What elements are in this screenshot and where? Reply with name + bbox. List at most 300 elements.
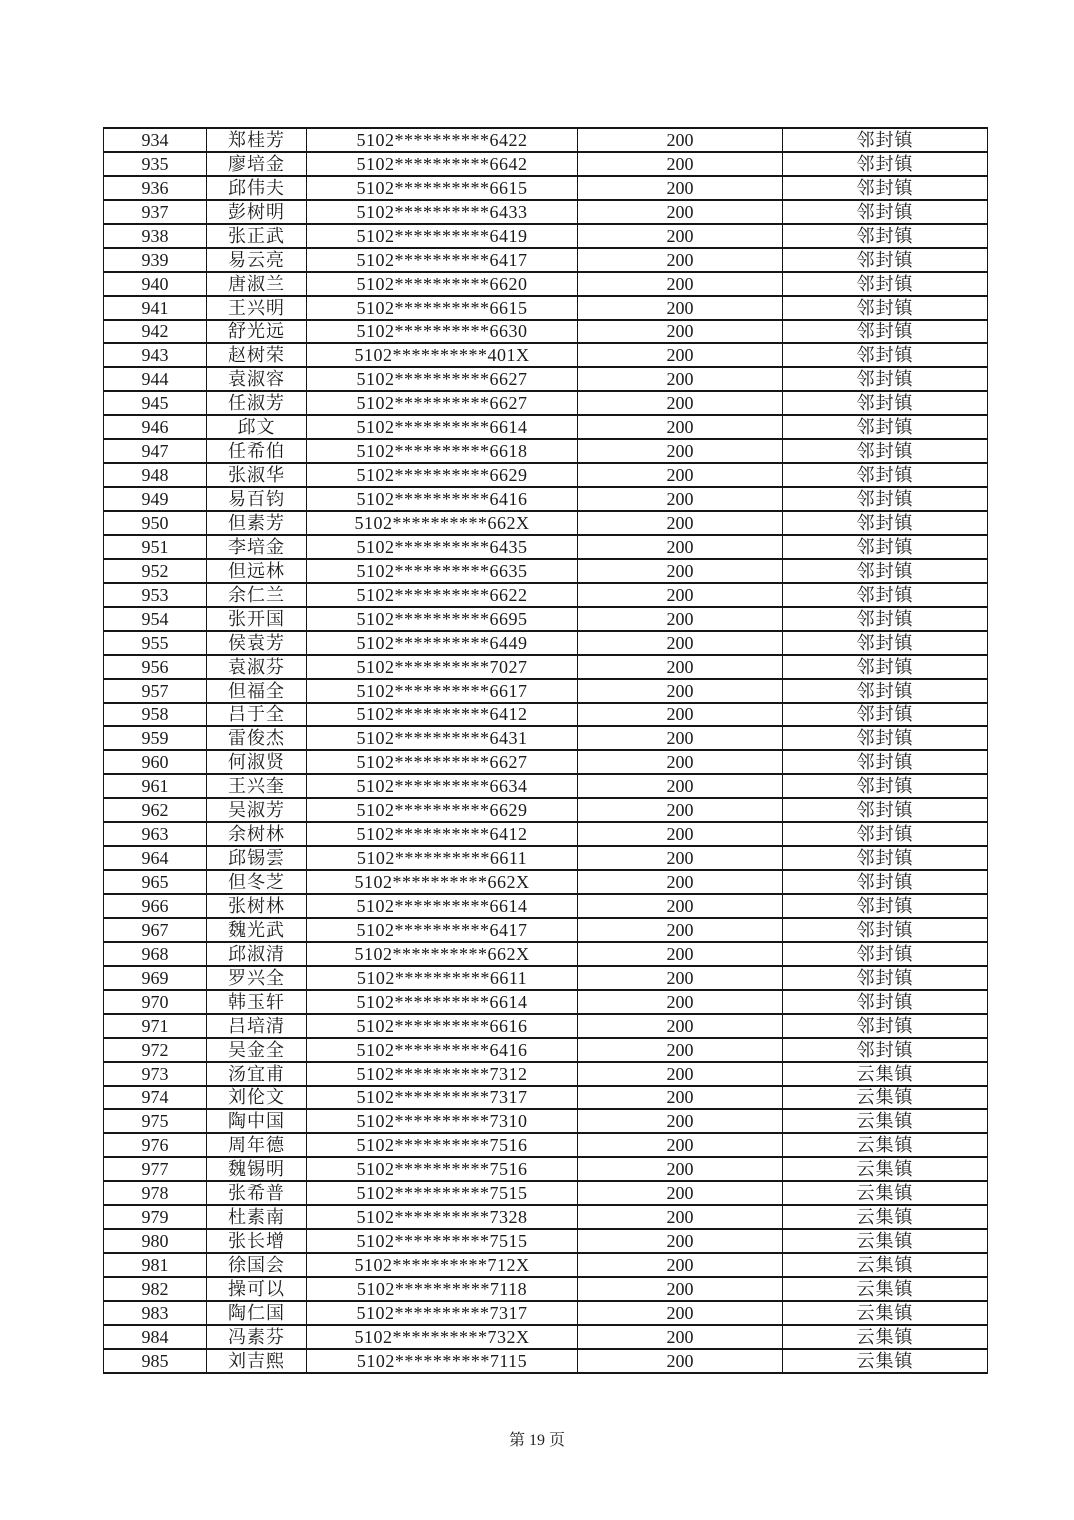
cell-town: 云集镇 <box>783 1325 988 1349</box>
cell-town: 云集镇 <box>783 1301 988 1325</box>
cell-index: 981 <box>104 1253 207 1277</box>
cell-id-number: 5102**********7317 <box>307 1301 578 1325</box>
table-row <box>104 559 988 583</box>
cell-index: 942 <box>104 320 207 344</box>
cell-name: 易云亮 <box>207 248 307 272</box>
cell-amount: 200 <box>578 1062 783 1086</box>
cell-id-number: 5102**********6630 <box>307 320 578 344</box>
table-row <box>104 607 988 631</box>
cell-name: 陶仁国 <box>207 1301 307 1325</box>
cell-amount: 200 <box>578 415 783 439</box>
cell-town: 云集镇 <box>783 1181 988 1205</box>
cell-amount: 200 <box>578 224 783 248</box>
cell-amount: 200 <box>578 320 783 344</box>
cell-name: 任淑芳 <box>207 391 307 415</box>
cell-index: 959 <box>104 726 207 750</box>
cell-amount: 200 <box>578 1133 783 1157</box>
cell-index: 965 <box>104 870 207 894</box>
cell-id-number: 5102**********6412 <box>307 703 578 727</box>
cell-id-number: 5102**********662X <box>307 870 578 894</box>
cell-index: 937 <box>104 200 207 224</box>
cell-index: 975 <box>104 1109 207 1133</box>
cell-index: 967 <box>104 918 207 942</box>
cell-name: 刘吉熙 <box>207 1349 307 1373</box>
cell-amount: 200 <box>578 846 783 870</box>
cell-amount: 200 <box>578 248 783 272</box>
cell-amount: 200 <box>578 583 783 607</box>
cell-id-number: 5102**********6422 <box>307 128 578 152</box>
cell-amount: 200 <box>578 463 783 487</box>
cell-id-number: 5102**********662X <box>307 942 578 966</box>
table-row <box>104 798 988 822</box>
cell-index: 943 <box>104 343 207 367</box>
table-row <box>104 415 988 439</box>
cell-name: 但远林 <box>207 559 307 583</box>
cell-name: 张开国 <box>207 607 307 631</box>
cell-town: 邻封镇 <box>783 822 988 846</box>
cell-town: 邻封镇 <box>783 391 988 415</box>
cell-index: 934 <box>104 128 207 152</box>
cell-town: 云集镇 <box>783 1133 988 1157</box>
cell-name: 邱锡雲 <box>207 846 307 870</box>
cell-id-number: 5102**********401X <box>307 343 578 367</box>
cell-id-number: 5102**********6618 <box>307 439 578 463</box>
cell-name: 张长增 <box>207 1229 307 1253</box>
table-row <box>104 966 988 990</box>
cell-index: 968 <box>104 942 207 966</box>
cell-amount: 200 <box>578 1253 783 1277</box>
cell-town: 邻封镇 <box>783 248 988 272</box>
cell-index: 961 <box>104 774 207 798</box>
cell-town: 云集镇 <box>783 1205 988 1229</box>
cell-amount: 200 <box>578 750 783 774</box>
cell-name: 张希普 <box>207 1181 307 1205</box>
cell-amount: 200 <box>578 176 783 200</box>
cell-amount: 200 <box>578 894 783 918</box>
cell-town: 邻封镇 <box>783 846 988 870</box>
cell-town: 云集镇 <box>783 1157 988 1181</box>
cell-name: 舒光远 <box>207 320 307 344</box>
cell-town: 邻封镇 <box>783 894 988 918</box>
cell-amount: 200 <box>578 1205 783 1229</box>
cell-index: 960 <box>104 750 207 774</box>
cell-town: 云集镇 <box>783 1109 988 1133</box>
cell-amount: 200 <box>578 1325 783 1349</box>
cell-amount: 200 <box>578 1038 783 1062</box>
cell-id-number: 5102**********6416 <box>307 1038 578 1062</box>
cell-id-number: 5102**********6629 <box>307 463 578 487</box>
table-row <box>104 846 988 870</box>
cell-index: 962 <box>104 798 207 822</box>
table-row <box>104 583 988 607</box>
cell-index: 950 <box>104 511 207 535</box>
cell-name: 汤宜甫 <box>207 1062 307 1086</box>
cell-index: 956 <box>104 655 207 679</box>
table-row <box>104 726 988 750</box>
cell-town: 邻封镇 <box>783 870 988 894</box>
table-row <box>104 320 988 344</box>
cell-id-number: 5102**********6416 <box>307 487 578 511</box>
cell-amount: 200 <box>578 607 783 631</box>
cell-amount: 200 <box>578 128 783 152</box>
cell-name: 廖培金 <box>207 152 307 176</box>
table-row <box>104 1325 988 1349</box>
cell-id-number: 5102**********7328 <box>307 1205 578 1229</box>
cell-town: 邻封镇 <box>783 487 988 511</box>
cell-id-number: 5102**********6614 <box>307 894 578 918</box>
payment-roster-table <box>103 127 988 1374</box>
cell-amount: 200 <box>578 990 783 1014</box>
cell-index: 951 <box>104 535 207 559</box>
cell-id-number: 5102**********6615 <box>307 176 578 200</box>
cell-index: 976 <box>104 1133 207 1157</box>
table-row <box>104 1086 988 1110</box>
table-row <box>104 1349 988 1373</box>
cell-town: 邻封镇 <box>783 774 988 798</box>
cell-id-number: 5102**********6634 <box>307 774 578 798</box>
cell-amount: 200 <box>578 367 783 391</box>
cell-id-number: 5102**********7115 <box>307 1349 578 1373</box>
cell-name: 何淑贤 <box>207 750 307 774</box>
cell-name: 袁淑芬 <box>207 655 307 679</box>
cell-town: 邻封镇 <box>783 942 988 966</box>
table-row <box>104 463 988 487</box>
cell-id-number: 5102**********6611 <box>307 846 578 870</box>
cell-town: 云集镇 <box>783 1277 988 1301</box>
cell-town: 邻封镇 <box>783 128 988 152</box>
cell-amount: 200 <box>578 391 783 415</box>
cell-name: 邱文 <box>207 415 307 439</box>
cell-index: 982 <box>104 1277 207 1301</box>
cell-id-number: 5102**********6449 <box>307 631 578 655</box>
cell-amount: 200 <box>578 1086 783 1110</box>
cell-name: 赵树荣 <box>207 343 307 367</box>
cell-amount: 200 <box>578 152 783 176</box>
cell-index: 984 <box>104 1325 207 1349</box>
cell-name: 吴金全 <box>207 1038 307 1062</box>
cell-name: 唐淑兰 <box>207 272 307 296</box>
cell-name: 韩玉轩 <box>207 990 307 1014</box>
cell-index: 978 <box>104 1181 207 1205</box>
cell-index: 944 <box>104 367 207 391</box>
cell-amount: 200 <box>578 439 783 463</box>
cell-town: 邻封镇 <box>783 559 988 583</box>
cell-index: 985 <box>104 1349 207 1373</box>
cell-index: 974 <box>104 1086 207 1110</box>
cell-town: 邻封镇 <box>783 439 988 463</box>
cell-town: 邻封镇 <box>783 798 988 822</box>
cell-index: 949 <box>104 487 207 511</box>
cell-amount: 200 <box>578 1349 783 1373</box>
cell-town: 邻封镇 <box>783 272 988 296</box>
table-row <box>104 1229 988 1253</box>
cell-town: 云集镇 <box>783 1062 988 1086</box>
cell-amount: 200 <box>578 1229 783 1253</box>
cell-id-number: 5102**********6627 <box>307 391 578 415</box>
cell-name: 侯袁芳 <box>207 631 307 655</box>
table-row <box>104 1205 988 1229</box>
cell-amount: 200 <box>578 942 783 966</box>
cell-name: 徐国会 <box>207 1253 307 1277</box>
cell-name: 魏光武 <box>207 918 307 942</box>
cell-town: 邻封镇 <box>783 320 988 344</box>
cell-name: 张淑华 <box>207 463 307 487</box>
cell-town: 邻封镇 <box>783 583 988 607</box>
cell-name: 任希伯 <box>207 439 307 463</box>
cell-name: 雷俊杰 <box>207 726 307 750</box>
cell-name: 易百钧 <box>207 487 307 511</box>
cell-amount: 200 <box>578 1301 783 1325</box>
table-row <box>104 822 988 846</box>
cell-name: 冯素芬 <box>207 1325 307 1349</box>
cell-id-number: 5102**********662X <box>307 511 578 535</box>
cell-name: 操可以 <box>207 1277 307 1301</box>
cell-id-number: 5102**********6622 <box>307 583 578 607</box>
cell-id-number: 5102**********6412 <box>307 822 578 846</box>
cell-index: 948 <box>104 463 207 487</box>
cell-index: 966 <box>104 894 207 918</box>
table-row <box>104 1301 988 1325</box>
cell-town: 邻封镇 <box>783 631 988 655</box>
cell-index: 970 <box>104 990 207 1014</box>
table-row <box>104 367 988 391</box>
cell-name: 吕培清 <box>207 1014 307 1038</box>
cell-index: 958 <box>104 703 207 727</box>
cell-name: 余仁兰 <box>207 583 307 607</box>
cell-town: 邻封镇 <box>783 750 988 774</box>
cell-amount: 200 <box>578 703 783 727</box>
cell-name: 但素芳 <box>207 511 307 535</box>
cell-index: 955 <box>104 631 207 655</box>
cell-town: 邻封镇 <box>783 535 988 559</box>
cell-id-number: 5102**********7515 <box>307 1229 578 1253</box>
cell-index: 936 <box>104 176 207 200</box>
cell-id-number: 5102**********6433 <box>307 200 578 224</box>
cell-name: 王兴明 <box>207 296 307 320</box>
cell-amount: 200 <box>578 798 783 822</box>
cell-index: 964 <box>104 846 207 870</box>
cell-town: 邻封镇 <box>783 679 988 703</box>
table-row <box>104 1133 988 1157</box>
cell-index: 945 <box>104 391 207 415</box>
table-row <box>104 176 988 200</box>
table-row <box>104 439 988 463</box>
cell-id-number: 5102**********6642 <box>307 152 578 176</box>
table-row <box>104 1253 988 1277</box>
cell-amount: 200 <box>578 1014 783 1038</box>
cell-index: 969 <box>104 966 207 990</box>
table-row <box>104 296 988 320</box>
cell-amount: 200 <box>578 726 783 750</box>
table-row <box>104 391 988 415</box>
table-row <box>104 1277 988 1301</box>
cell-amount: 200 <box>578 559 783 583</box>
table-row <box>104 918 988 942</box>
page-number-footer: 第 19 页 <box>508 1432 565 1449</box>
table-row <box>104 631 988 655</box>
cell-id-number: 5102**********6695 <box>307 607 578 631</box>
cell-town: 邻封镇 <box>783 511 988 535</box>
cell-index: 983 <box>104 1301 207 1325</box>
cell-index: 977 <box>104 1157 207 1181</box>
cell-index: 940 <box>104 272 207 296</box>
cell-amount: 200 <box>578 1109 783 1133</box>
cell-id-number: 5102**********6627 <box>307 367 578 391</box>
table-row <box>104 703 988 727</box>
cell-id-number: 5102**********6417 <box>307 918 578 942</box>
table-row <box>104 1157 988 1181</box>
cell-amount: 200 <box>578 296 783 320</box>
cell-name: 吴淑芳 <box>207 798 307 822</box>
table-row <box>104 128 988 152</box>
cell-town: 云集镇 <box>783 1086 988 1110</box>
cell-amount: 200 <box>578 966 783 990</box>
cell-name: 郑桂芳 <box>207 128 307 152</box>
cell-town: 邻封镇 <box>783 990 988 1014</box>
cell-amount: 200 <box>578 918 783 942</box>
cell-name: 袁淑容 <box>207 367 307 391</box>
cell-amount: 200 <box>578 870 783 894</box>
cell-amount: 200 <box>578 774 783 798</box>
cell-amount: 200 <box>578 200 783 224</box>
cell-name: 但福全 <box>207 679 307 703</box>
cell-amount: 200 <box>578 1181 783 1205</box>
cell-id-number: 5102**********7310 <box>307 1109 578 1133</box>
table-row <box>104 200 988 224</box>
cell-town: 邻封镇 <box>783 463 988 487</box>
cell-index: 947 <box>104 439 207 463</box>
cell-town: 邻封镇 <box>783 176 988 200</box>
table-row <box>104 1038 988 1062</box>
cell-id-number: 5102**********7027 <box>307 655 578 679</box>
cell-town: 邻封镇 <box>783 367 988 391</box>
cell-amount: 200 <box>578 272 783 296</box>
cell-id-number: 5102**********6620 <box>307 272 578 296</box>
cell-id-number: 5102**********6614 <box>307 415 578 439</box>
cell-town: 云集镇 <box>783 1349 988 1373</box>
cell-index: 980 <box>104 1229 207 1253</box>
table-row <box>104 511 988 535</box>
table-row <box>104 487 988 511</box>
cell-id-number: 5102**********6435 <box>307 535 578 559</box>
cell-town: 邻封镇 <box>783 415 988 439</box>
cell-town: 云集镇 <box>783 1229 988 1253</box>
cell-id-number: 5102**********6627 <box>307 750 578 774</box>
cell-id-number: 5102**********6417 <box>307 248 578 272</box>
table-row <box>104 272 988 296</box>
cell-id-number: 5102**********6615 <box>307 296 578 320</box>
cell-index: 941 <box>104 296 207 320</box>
table-row <box>104 224 988 248</box>
cell-town: 邻封镇 <box>783 607 988 631</box>
cell-name: 邱淑清 <box>207 942 307 966</box>
cell-amount: 200 <box>578 655 783 679</box>
cell-amount: 200 <box>578 631 783 655</box>
cell-town: 邻封镇 <box>783 966 988 990</box>
table-row <box>104 870 988 894</box>
cell-index: 953 <box>104 583 207 607</box>
cell-name: 余树林 <box>207 822 307 846</box>
cell-town: 邻封镇 <box>783 296 988 320</box>
table-row <box>104 343 988 367</box>
cell-town: 邻封镇 <box>783 703 988 727</box>
table-row <box>104 1014 988 1038</box>
cell-town: 邻封镇 <box>783 152 988 176</box>
cell-id-number: 5102**********6611 <box>307 966 578 990</box>
cell-index: 972 <box>104 1038 207 1062</box>
cell-index: 952 <box>104 559 207 583</box>
cell-amount: 200 <box>578 511 783 535</box>
cell-amount: 200 <box>578 679 783 703</box>
cell-amount: 200 <box>578 343 783 367</box>
cell-name: 张树林 <box>207 894 307 918</box>
cell-town: 邻封镇 <box>783 224 988 248</box>
table-row <box>104 152 988 176</box>
table-row <box>104 1062 988 1086</box>
cell-id-number: 5102**********6614 <box>307 990 578 1014</box>
table-row <box>104 248 988 272</box>
cell-name: 刘伦文 <box>207 1086 307 1110</box>
cell-amount: 200 <box>578 487 783 511</box>
roster-table-body <box>104 128 988 1373</box>
cell-town: 邻封镇 <box>783 655 988 679</box>
cell-name: 杜素南 <box>207 1205 307 1229</box>
cell-amount: 200 <box>578 822 783 846</box>
table-row <box>104 1181 988 1205</box>
cell-index: 963 <box>104 822 207 846</box>
table-row <box>104 990 988 1014</box>
cell-name: 邱伟夫 <box>207 176 307 200</box>
cell-town: 邻封镇 <box>783 918 988 942</box>
table-row <box>104 942 988 966</box>
cell-name: 陶中国 <box>207 1109 307 1133</box>
cell-town: 邻封镇 <box>783 343 988 367</box>
cell-town: 邻封镇 <box>783 200 988 224</box>
cell-index: 946 <box>104 415 207 439</box>
cell-town: 云集镇 <box>783 1253 988 1277</box>
cell-index: 971 <box>104 1014 207 1038</box>
cell-name: 王兴奎 <box>207 774 307 798</box>
cell-name: 吕于全 <box>207 703 307 727</box>
cell-index: 957 <box>104 679 207 703</box>
cell-name: 李培金 <box>207 535 307 559</box>
table-row <box>104 679 988 703</box>
table-row <box>104 655 988 679</box>
cell-town: 邻封镇 <box>783 1038 988 1062</box>
cell-id-number: 5102**********6635 <box>307 559 578 583</box>
cell-town: 邻封镇 <box>783 1014 988 1038</box>
cell-id-number: 5102**********6431 <box>307 726 578 750</box>
cell-index: 954 <box>104 607 207 631</box>
cell-id-number: 5102**********6419 <box>307 224 578 248</box>
cell-index: 935 <box>104 152 207 176</box>
cell-id-number: 5102**********7516 <box>307 1133 578 1157</box>
cell-name: 魏锡明 <box>207 1157 307 1181</box>
cell-name: 张正武 <box>207 224 307 248</box>
cell-index: 939 <box>104 248 207 272</box>
cell-amount: 200 <box>578 535 783 559</box>
cell-id-number: 5102**********6617 <box>307 679 578 703</box>
cell-id-number: 5102**********7317 <box>307 1086 578 1110</box>
cell-id-number: 5102**********6629 <box>307 798 578 822</box>
table-row <box>104 1109 988 1133</box>
cell-index: 938 <box>104 224 207 248</box>
cell-amount: 200 <box>578 1277 783 1301</box>
cell-name: 周年德 <box>207 1133 307 1157</box>
cell-name: 罗兴全 <box>207 966 307 990</box>
cell-id-number: 5102**********6616 <box>307 1014 578 1038</box>
cell-id-number: 5102**********7312 <box>307 1062 578 1086</box>
